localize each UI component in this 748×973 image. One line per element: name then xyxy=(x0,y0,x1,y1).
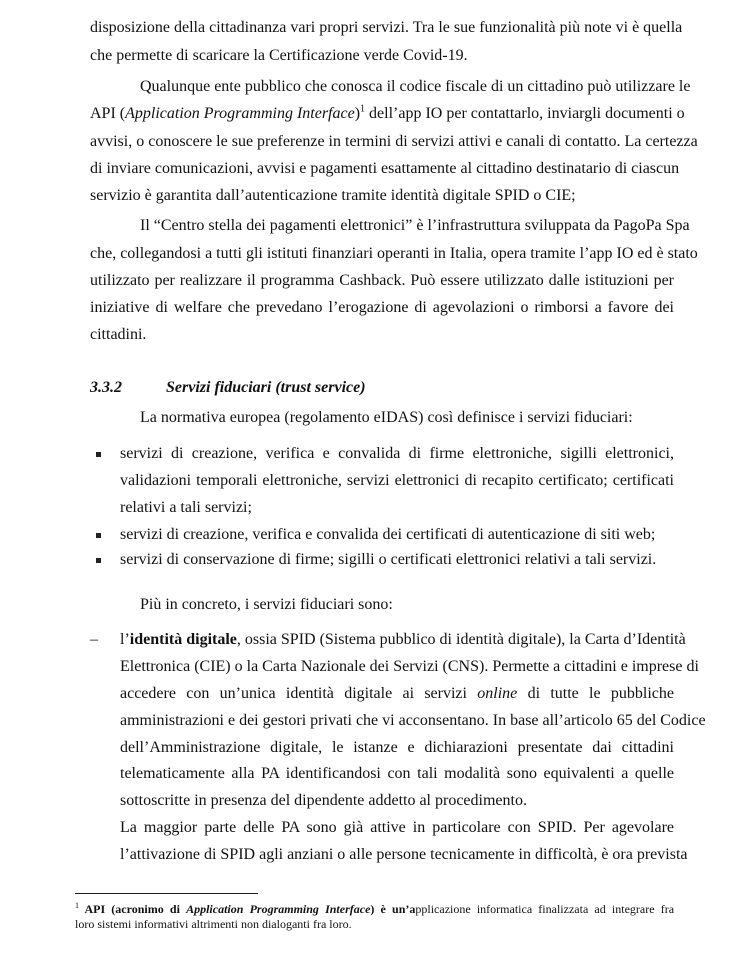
footnote-reference[interactable]: 1 xyxy=(360,103,366,115)
body-line: avvisi, o conoscere le sue preferenze in termini di servizi attivi e canali di contatto. La certezza xyxy=(90,133,698,150)
bold-term: identità digitale xyxy=(129,631,237,648)
italic-term: online xyxy=(477,685,518,702)
footnote-line: $^1$ API (acronimo di Application Programming Interface) è un’applicazione informatica finalizzata ad integrare fra xyxy=(75,901,675,916)
section-title: Servizi fiduciari (trust service) xyxy=(166,379,366,396)
body-line-api: API (Application Programming Interface)$^1$ dell’app IO per contattarlo, inviargli documenti o xyxy=(90,103,685,122)
body-line: iniziative di welfare che prevedano l’erogazione di agevolazioni o rimborsi a favore dei xyxy=(90,299,674,316)
body-line: utilizzato per realizzare il programma Cashback. Può essere utilizzato dalle istituzioni per xyxy=(90,272,674,289)
body-line: disposizione della cittadinanza vari propri servizi. Tra le sue funzionalità più note vi è quella xyxy=(90,19,683,36)
bullet-marker xyxy=(96,558,101,563)
dash-item-line: telematicamente alla PA identificandosi con tali modalità sono equivalenti a quelle xyxy=(120,765,674,782)
body-line: che permette di scaricare la Certificazione verde Covid-19. xyxy=(90,47,468,64)
footnote-number: 1 xyxy=(75,901,79,910)
bullet-item-line: relativi a tali servizi; xyxy=(120,499,252,516)
dash-item-line: Elettronica (CIE) o la Carta Nazionale dei Servizi (CNS). Permette a cittadini e imprese di xyxy=(120,658,699,675)
body-line: Qualunque ente pubblico che conosca il codice fiscale di un cittadino può utilizzare le xyxy=(140,78,691,95)
section-number: 3.3.2 xyxy=(90,379,122,396)
intro-line: La normativa europea (regolamento eIDAS) così definisce i servizi fiduciari: xyxy=(140,409,633,426)
bullet-marker xyxy=(96,452,101,457)
body-line: cittadini. xyxy=(90,326,147,343)
dash-item-line: l’attivazione di SPID agli anziani o alle persone tecnicamente in difficoltà, è ora prevista xyxy=(120,846,688,863)
body-line: Più in concreto, i servizi fiduciari sono: xyxy=(140,596,393,613)
dash-item-line: l’identità digitale, ossia SPID (Sistema pubblico di identità digitale), la Carta d’Identità xyxy=(120,631,686,648)
bullet-item: servizi di conservazione di firme; sigilli o certificati elettronici relativi a tali servizi. xyxy=(120,551,657,568)
dash-item-line: dell’Amministrazione digitale, le istanze e dichiarazioni presentate dai cittadini xyxy=(120,739,674,756)
bullet-item-line: servizi di creazione, verifica e convalida di firme elettroniche, sigilli elettronici, xyxy=(120,445,674,462)
footnote-line: loro sistemi informativi altrimenti non dialoganti fra loro. xyxy=(75,917,352,931)
body-line: Il “Centro stella dei pagamenti elettronici” è l’infrastruttura sviluppata da PagoPa Spa xyxy=(140,217,690,234)
dash-item-line: sottoscritte in presenza del dipendente addetto al procedimento. xyxy=(120,792,527,809)
bullet-item: servizi di creazione, verifica e convalida dei certificati di autenticazione di siti web; xyxy=(120,526,656,543)
body-line: che, collegandosi a tutti gli istituti finanziari operanti in Italia, opera tramite l’app IO ed è stato xyxy=(90,245,698,262)
bullet-item-line: validazioni temporali elettroniche, servizi elettronici di recapito certificato; certificati xyxy=(120,472,674,489)
section-heading xyxy=(90,378,366,398)
dash-item-line: accedere con un’unica identità digitale ai servizi online di tutte le pubbliche xyxy=(120,685,674,702)
bullet-marker xyxy=(96,533,101,538)
footnote-separator xyxy=(75,893,258,894)
italic-term: Application Programming Interface xyxy=(125,105,355,122)
dash-item-line: La maggior parte delle PA sono già attive in particolare con SPID. Per agevolare xyxy=(120,819,674,836)
body-line: di inviare comunicazioni, avvisi e pagamenti esattamente al cittadino destinatario di ciascun xyxy=(90,160,680,177)
dash-marker: – xyxy=(90,631,98,648)
dash-item-line: amministrazioni e dei gestori privati che vi acconsentano. In base all’articolo 65 del Codice xyxy=(120,712,706,729)
body-line: servizio è garantita dall’autenticazione tramite identità digitale SPID o CIE; xyxy=(90,187,576,204)
italic-term: Application Programming Interface xyxy=(186,902,371,916)
